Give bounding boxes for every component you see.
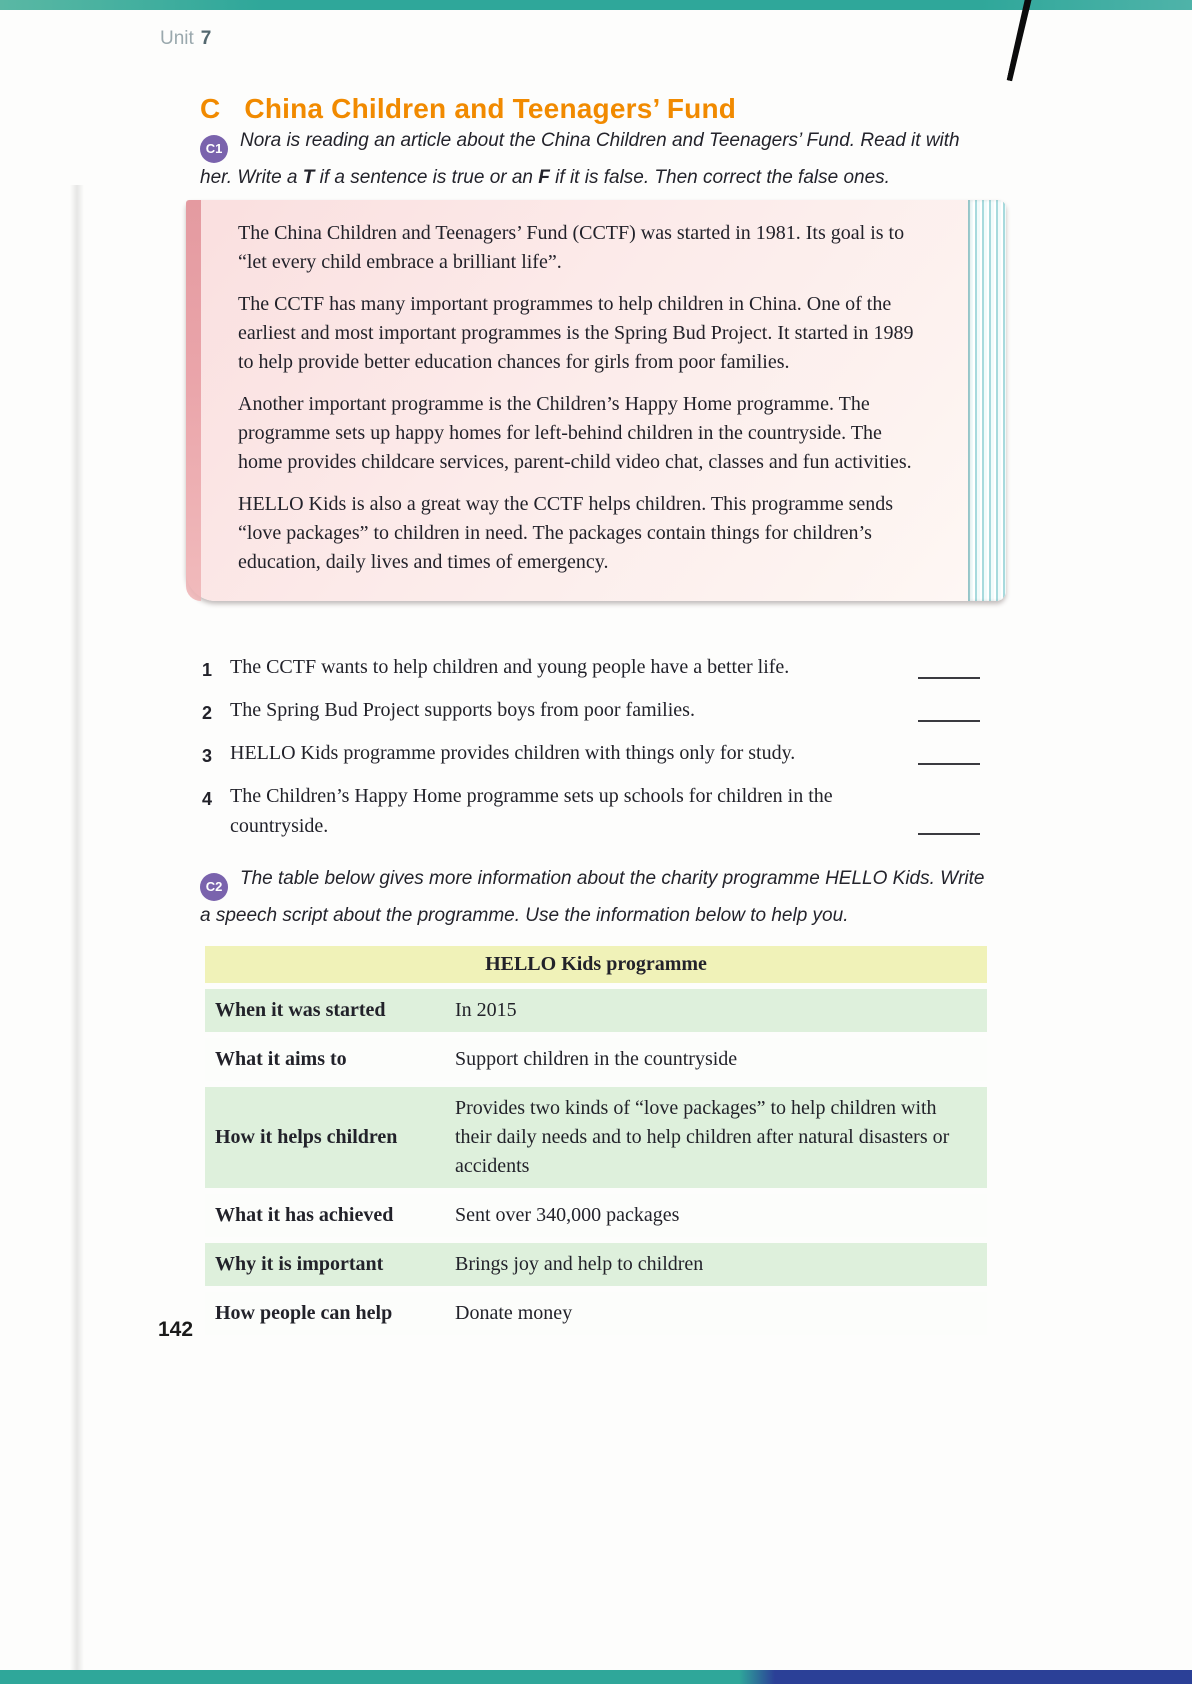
- exercise-c2-instructions: [200, 864, 992, 931]
- answer-blank[interactable]: [918, 677, 980, 679]
- question-number: 1: [202, 660, 213, 680]
- question-number: 2: [202, 703, 213, 723]
- passage-paragraph: The CCTF has many important programmes to help children in China. One of the earliest and most important programmes is the Spring Bud Project. It started in 1989 to help provide better education chances for girls from poor families.: [238, 293, 914, 373]
- table-row-label: How people can help: [215, 1302, 393, 1324]
- c2-instruction-text: The table below gives more information about the charity programme HELLO Kids. Write a speech script about the programme. Use the information below to help you.: [200, 868, 985, 926]
- question-text: The Spring Bud Project supports boys from poor families.: [230, 699, 695, 721]
- table-row-label: Why it is important: [215, 1253, 384, 1275]
- passage-paragraph: The China Children and Teenagers’ Fund (CCTF) was started in 1981. Its goal is to “let every child embrace a brilliant life”.: [238, 222, 905, 273]
- bottom-edge-bar: [0, 1670, 1192, 1684]
- passage-paragraph: HELLO Kids is also a great way the CCTF helps children. This programme sends “love packages” to children in need. The packages contain things for children’s education, daily lives and times of emergency.: [238, 493, 894, 573]
- book-pages-edge-graphic: [968, 200, 1006, 601]
- question-row: [202, 738, 980, 771]
- question-text: HELLO Kids programme provides children with things only for study.: [230, 742, 796, 764]
- page-curve-shadow: [70, 185, 84, 1684]
- table-row-label: When it was started: [215, 999, 386, 1021]
- table-row: [205, 1243, 987, 1286]
- question-text: The Children’s Happy Home programme sets up schools for children in the countryside.: [230, 785, 833, 837]
- question-number: 3: [202, 746, 213, 766]
- passage-paragraph: Another important programme is the Children’s Happy Home programme. The programme sets up happy homes for left-behind children in the countryside. The home provides childcare services, parent-child video chat, classes and fun activities.: [238, 393, 912, 473]
- hello-kids-table: [205, 946, 987, 1341]
- question-number: 4: [202, 789, 213, 809]
- top-edge-bar: [0, 0, 1192, 10]
- table-row-value: Brings joy and help to children: [455, 1253, 704, 1275]
- c1-instruction-text: if it is false. Then correct the false ones.: [549, 167, 890, 188]
- table-row-value: Donate money: [455, 1302, 573, 1324]
- book-spine-graphic: [186, 200, 201, 601]
- table-row: [205, 1087, 987, 1188]
- table-row: [205, 1292, 987, 1335]
- question-row: [202, 652, 980, 685]
- unit-header: [160, 28, 211, 50]
- table-row-label: What it aims to: [215, 1048, 347, 1070]
- table-row: [205, 1038, 987, 1081]
- c1-bold-t: T: [302, 167, 315, 188]
- table-row-value: Provides two kinds of “love packages” to help children with their daily needs and to help children after natural disasters or accidents: [455, 1097, 950, 1177]
- table-row-label: What it has achieved: [215, 1204, 394, 1226]
- true-false-questions: [202, 652, 980, 851]
- table-row-value: Sent over 340,000 packages: [455, 1204, 680, 1226]
- table-row-value: In 2015: [455, 999, 517, 1021]
- answer-blank[interactable]: [918, 720, 980, 722]
- unit-number: 7: [200, 28, 212, 49]
- question-row: [202, 781, 980, 841]
- question-row: [202, 695, 980, 728]
- table-header: HELLO Kids programme: [205, 946, 987, 983]
- table-row-label: How it helps children: [215, 1126, 398, 1148]
- exercise-c1-badge: C1: [200, 135, 228, 163]
- c1-instruction-text: if a sentence is true or an: [314, 167, 539, 188]
- section-title: [200, 93, 736, 125]
- question-text: The CCTF wants to help children and young people have a better life.: [230, 656, 790, 678]
- table-row-value: Support children in the countryside: [455, 1048, 738, 1070]
- section-name: China Children and Teenagers’ Fund: [244, 92, 737, 124]
- c1-bold-f: F: [538, 167, 550, 188]
- answer-blank[interactable]: [918, 833, 980, 835]
- exercise-c2-badge: C2: [200, 873, 228, 901]
- exercise-c1-instructions: [200, 126, 984, 193]
- answer-blank[interactable]: [918, 763, 980, 765]
- table-row: [205, 1194, 987, 1237]
- page-number: 142: [158, 1318, 194, 1341]
- table-row: [205, 989, 987, 1032]
- section-letter: C: [200, 92, 221, 124]
- reading-passage: [186, 200, 1006, 601]
- unit-label: Unit: [160, 28, 194, 49]
- scan-corner-mark: [1007, 0, 1034, 82]
- c1-instruction-text: Nora is reading an article about the China Children and Teenagers’ Fund. Read it with her. Write a: [200, 130, 960, 188]
